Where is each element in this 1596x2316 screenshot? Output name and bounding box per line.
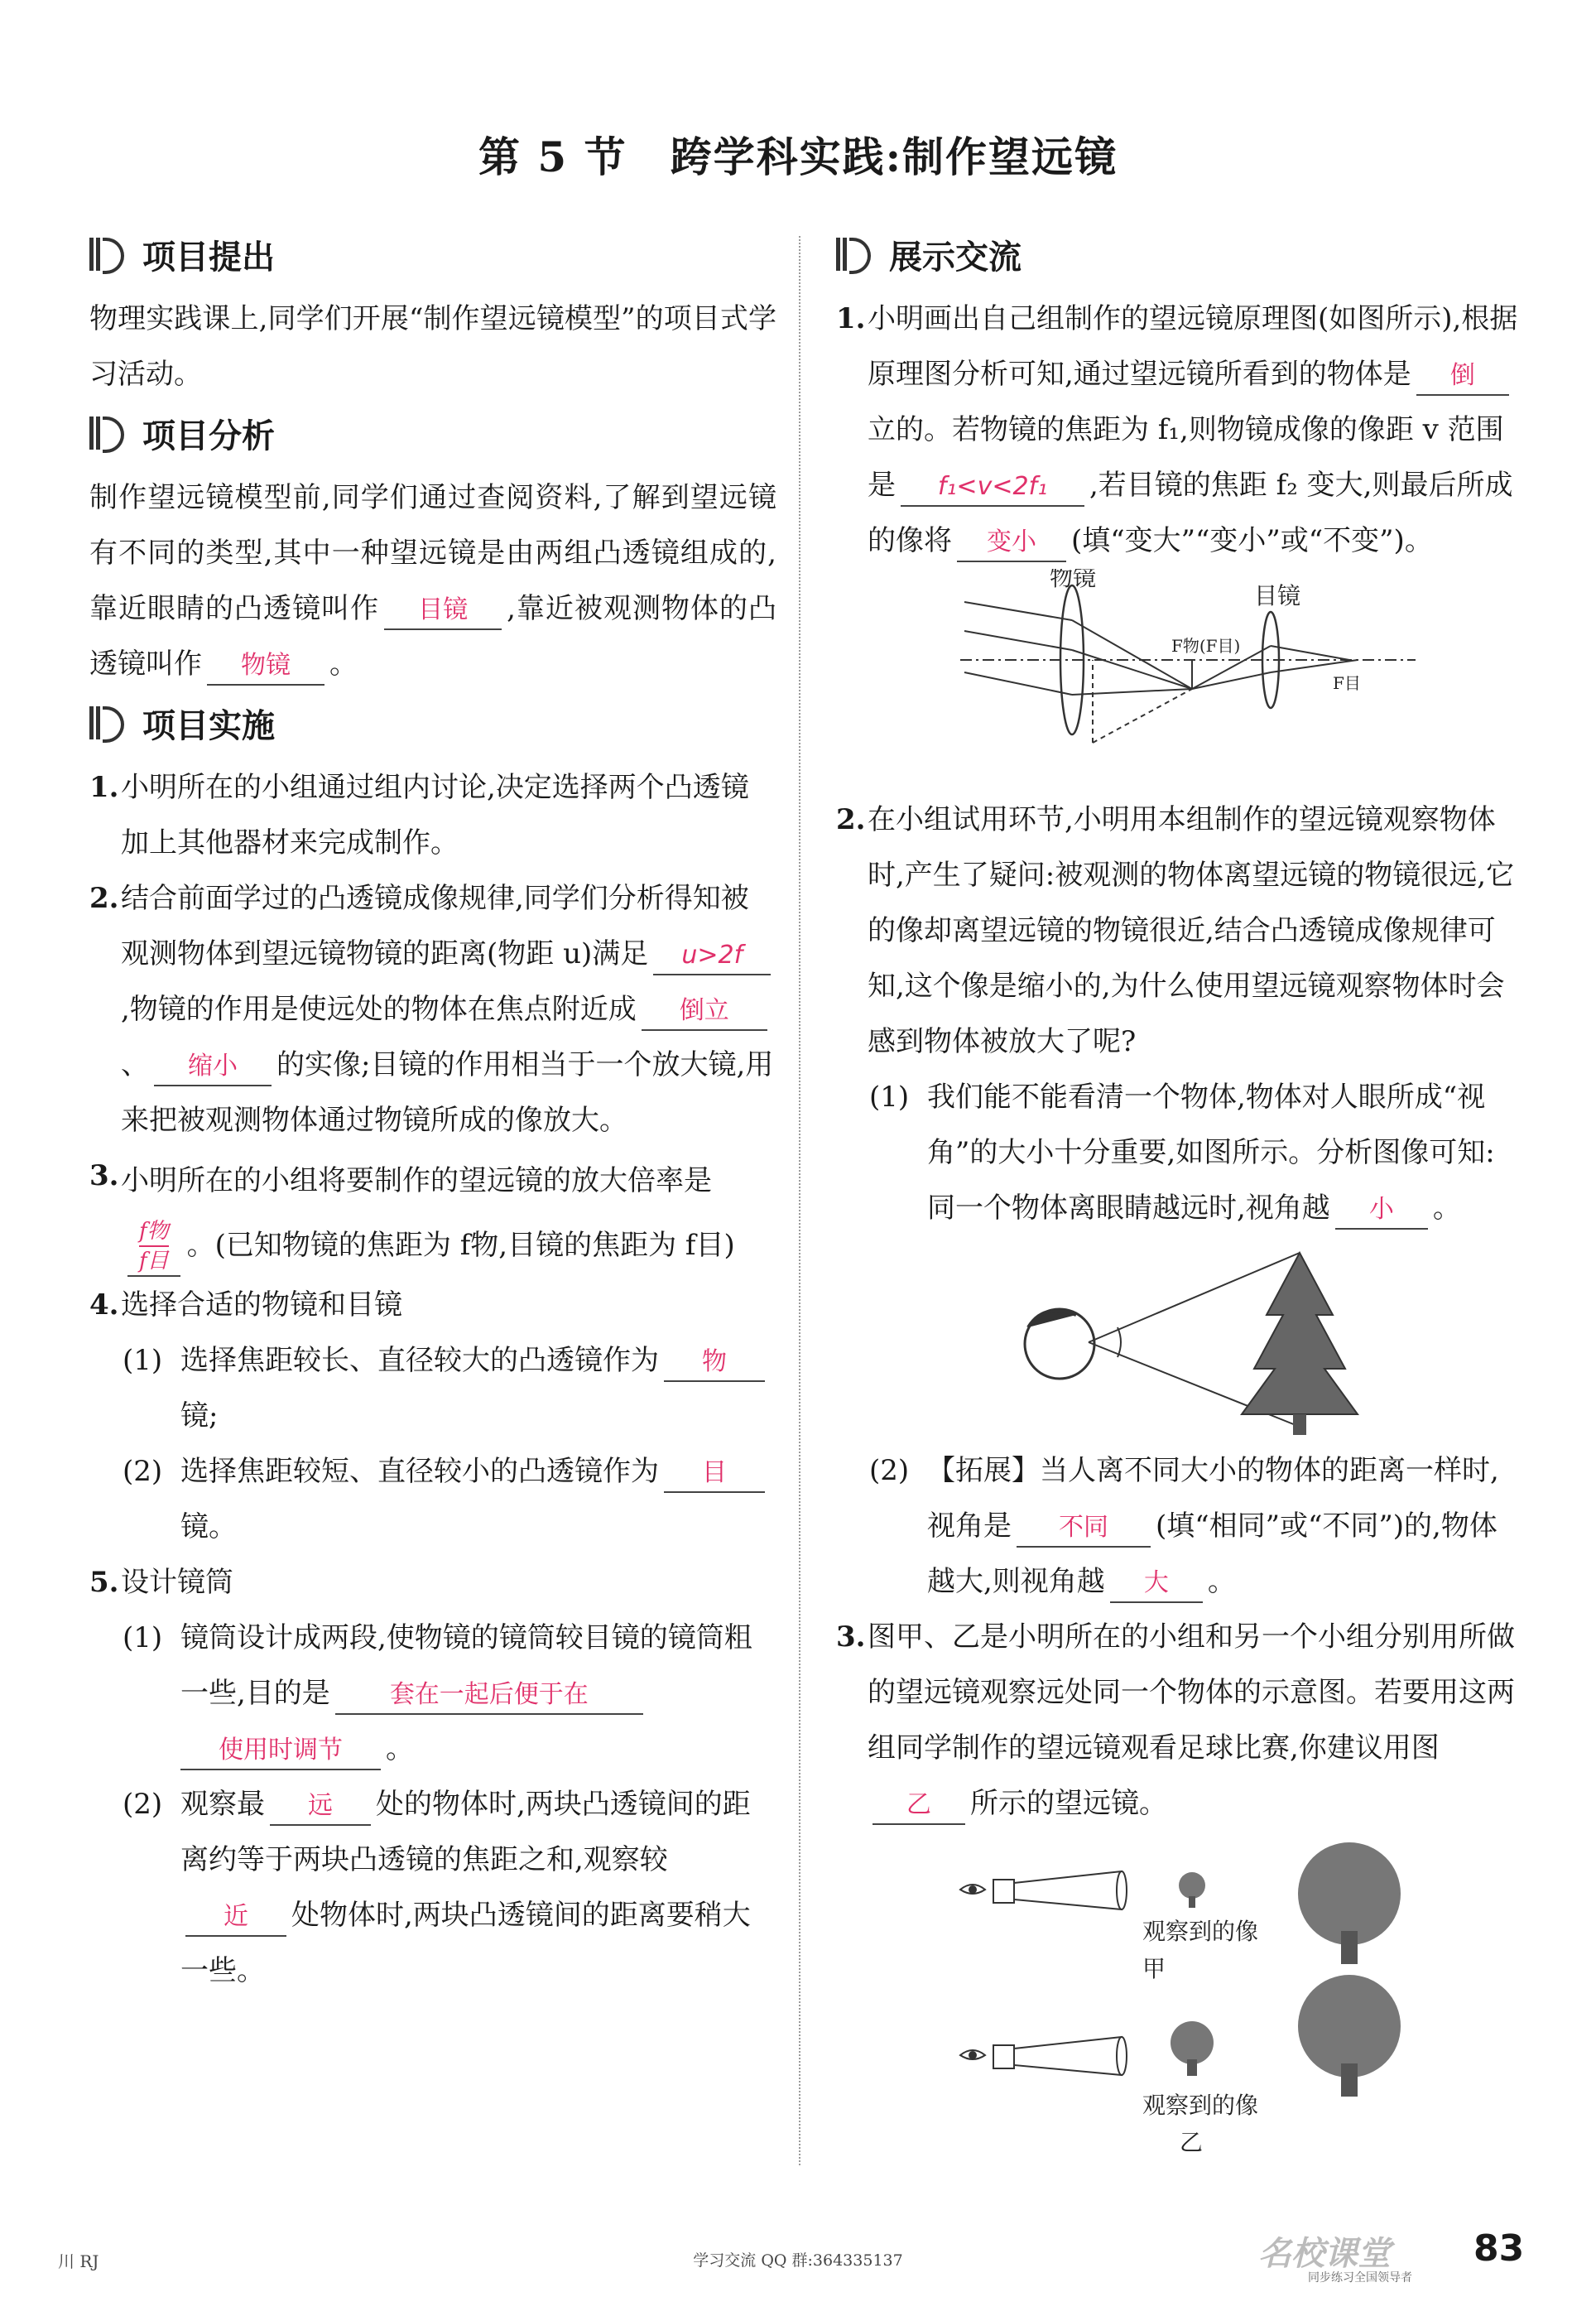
question-text: 设计镜筒 [121, 1566, 233, 1599]
question-number: 5. [89, 1566, 119, 1599]
visual-angle-svg [836, 1236, 1520, 1443]
text: (填“变大”“变小”或“不变”)。 [1071, 524, 1433, 557]
section-marker-icon [89, 704, 127, 742]
text: 【拓展】当人离不同大小的物体的距离一样时,视角是 [927, 1454, 1499, 1543]
sub-text [927, 1443, 1520, 1610]
answer-blank: 目 [664, 1455, 765, 1493]
text: 小明画出自己组制作的望远镜原理图(如图所示),根据原理图分析可知,通过望远镜所看到的物体是 [868, 302, 1518, 391]
left-column [89, 224, 776, 1999]
question-3 [89, 1148, 776, 1278]
answer-blank: 不同 [1017, 1509, 1151, 1548]
question-3 [836, 1610, 1520, 1832]
answer-blank: 远 [270, 1788, 371, 1826]
fraction-denominator: f目 [139, 1249, 169, 1274]
section-title: 项目实施 [142, 706, 275, 745]
text: 立的。若物镜的焦距为 f₁,则物镜成像的像距 v 范围是 [868, 413, 1504, 502]
question-4 [89, 1278, 776, 1333]
focus-label: F物(F目) [1171, 636, 1241, 656]
text: 镜。 [180, 1510, 237, 1543]
answer-blank: 物 [664, 1344, 765, 1382]
text: 制作望远镜模型前,同学们通过查阅资料,了解到望远镜有不同的类型,其中一种望远镜是由两组凸透镜组成的,靠近眼睛的凸透镜叫作 [89, 481, 776, 625]
eyepiece-focus-label: F目 [1333, 673, 1361, 693]
section-header [89, 229, 776, 280]
section-header [89, 697, 776, 749]
section-marker-icon [836, 235, 874, 273]
answer-blank: 缩小 [154, 1048, 272, 1086]
text: 、 [121, 1048, 149, 1081]
eyepiece-lens-label: 目镜 [1254, 582, 1301, 609]
sub-text [180, 1333, 776, 1444]
telescope-comparison-figure [836, 1832, 1520, 2188]
caption-observed-image: 观察到的像 [1142, 2092, 1259, 2119]
sub-text [927, 1070, 1520, 1236]
sub-label: (1) [123, 1344, 163, 1377]
text: 的实像;目镜的作用相当于一个放大镜,用来把被观测物体通过物镜所成的像放大。 [121, 1048, 774, 1137]
text: 。 [1207, 1565, 1236, 1598]
fraction-numerator: f物 [139, 1217, 169, 1247]
text: 选择焦距较短、直径较小的凸透镜作为 [180, 1455, 659, 1488]
text: 。(已知物镜的焦距为 f物,目镜的焦距为 f目) [186, 1229, 735, 1262]
section-header [836, 229, 1520, 280]
question-2 [89, 871, 776, 1148]
sub-label: (2) [869, 1454, 910, 1487]
question-text [121, 1148, 776, 1278]
text: 处的物体时,两块凸透镜间的距离约等于两块凸透镜的焦距之和,观察较 [180, 1788, 751, 1876]
sub-text [180, 1611, 776, 1777]
sub-label: (2) [123, 1788, 163, 1821]
text: 所示的望远镜。 [970, 1787, 1167, 1820]
question-number: 3. [836, 1620, 866, 1654]
question-text: 选择合适的物镜和目镜 [121, 1288, 402, 1322]
text: 图甲、乙是小明所在的小组和另一个小组分别用所做的望远镜观察远处同一个物体的示意图。若要用这两组同学制作的望远镜观看足球比赛,你建议用图 [868, 1620, 1515, 1765]
question-text: 小明所在的小组通过组内讨论,决定选择两个凸透镜加上其他器材来完成制作。 [121, 771, 749, 859]
sub-question [836, 1443, 1520, 1610]
publisher-logo: 名校课堂 [1258, 2235, 1391, 2273]
answer-blank: f₁<v<2f₁ [901, 469, 1084, 507]
text: 小明所在的小组将要制作的望远镜的放大倍率是 [121, 1164, 712, 1197]
ray-diagram-svg [836, 569, 1520, 792]
question-number: 3. [89, 1159, 119, 1192]
answer-blank: 大 [1110, 1565, 1203, 1603]
question-text [868, 1610, 1520, 1832]
question-text [121, 871, 776, 1148]
page-number: 83 [1473, 2227, 1525, 2270]
text: 观察最 [180, 1788, 265, 1821]
text: 。 [386, 1732, 414, 1765]
section-title: 项目提出 [142, 238, 275, 277]
telescope-ray-diagram [836, 569, 1520, 792]
question-number: 1. [836, 302, 866, 335]
answer-blank: 近 [185, 1899, 286, 1937]
right-column [836, 224, 1520, 2188]
answer-blank: 变小 [957, 524, 1066, 562]
question-5 [89, 1555, 776, 1611]
sub-text [180, 1444, 776, 1555]
question-2 [836, 792, 1520, 1070]
sub-question [89, 1444, 776, 1555]
text: 我们能不能看清一个物体,物体对人眼所成“视角”的大小十分重要,如图所示。分析图像可知:同一个物体离眼睛越远时,视角越 [927, 1081, 1495, 1225]
figure-label-a: 甲 [1142, 1955, 1166, 1982]
question-number: 2. [836, 803, 866, 836]
paragraph: 物理实践课上,同学们开展“制作望远镜模型”的项目式学习活动。 [89, 302, 776, 391]
footer-qq-group: 学习交流 QQ 群:364335137 [693, 2251, 903, 2270]
sub-label: (1) [123, 1621, 163, 1654]
sub-question [89, 1611, 776, 1777]
sub-label: (1) [869, 1081, 910, 1114]
text: 。 [329, 648, 358, 681]
answer-blank: 倒 [1416, 358, 1509, 396]
text: 处物体时,两块凸透镜间的距离要稍大一些。 [180, 1899, 751, 1987]
telescope-comparison-svg [836, 1832, 1520, 2188]
answer-fraction [127, 1217, 180, 1277]
section-marker-icon [89, 414, 127, 452]
question-number: 4. [89, 1288, 119, 1322]
question-number: 2. [89, 882, 119, 915]
text: 选择焦距较长、直径较大的凸透镜作为 [180, 1344, 659, 1377]
answer-blank: 物镜 [207, 648, 324, 686]
sub-question [89, 1777, 776, 1999]
answer-blank: 倒立 [642, 993, 767, 1031]
sub-text [180, 1777, 776, 1999]
answer-blank: u>2f [653, 937, 771, 975]
answer-blank: 乙 [873, 1787, 965, 1825]
question-number: 1. [89, 771, 119, 804]
caption-observed-image: 观察到的像 [1142, 1918, 1259, 1945]
answer-blank: 小 [1335, 1192, 1428, 1230]
section-header [89, 407, 776, 459]
text: ,若目镜的焦距 f₂ 变大,则最后所成的像将 [868, 469, 1513, 557]
sub-question [836, 1070, 1520, 1236]
visual-angle-figure [836, 1236, 1520, 1443]
publisher-slogan: 同步练习全国领导者 [1308, 2271, 1412, 2285]
section-marker-icon [89, 235, 127, 273]
text: (填“相同”或“不同”)的,物体越大,则视角越 [927, 1509, 1497, 1598]
answer-blank: 套在一起后便于在 [335, 1677, 643, 1715]
section-title: 展示交流 [889, 238, 1022, 277]
section-title: 项目分析 [142, 416, 275, 455]
text: 镜筒设计成两段,使物镜的镜筒较目镜的镜筒粗一些,目的是 [180, 1621, 752, 1710]
paragraph [89, 470, 776, 692]
text: 镜; [180, 1399, 219, 1432]
answer-blank: 目镜 [384, 592, 502, 630]
question-text [868, 291, 1520, 569]
page-title: 第 5 节 跨学科实践:制作望远镜 [478, 132, 1118, 181]
figure-label-b: 乙 [1180, 2129, 1204, 2156]
objective-lens-label: 物镜 [1050, 569, 1097, 591]
sub-question [89, 1333, 776, 1444]
text: ,靠近被观测物体的凸透镜叫作 [89, 592, 777, 681]
question-1 [89, 760, 776, 871]
text: 。 [1432, 1192, 1461, 1225]
sub-label: (2) [123, 1455, 163, 1488]
question-text: 在小组试用环节,小明用本组制作的望远镜观察物体时,产生了疑问:被观测的物体离望远镜的物镜很远,它的像却离望远镜的物镜很近,结合凸透镜成像规律可知,这个像是缩小的,为什么使用望远镜观察物体时会感到物体被放大了呢? [868, 803, 1515, 1058]
question-1 [836, 291, 1520, 569]
text: 结合前面学过的凸透镜成像规律,同学们分析得知被观测物体到望远镜物镜的距离(物距 u)满足 [121, 882, 749, 970]
text: ,物镜的作用是使远处的物体在焦点附近成 [121, 993, 637, 1026]
footer-edition: 川 RJ [58, 2251, 99, 2271]
answer-blank: 使用时调节 [180, 1732, 381, 1770]
column-divider [799, 236, 800, 2165]
